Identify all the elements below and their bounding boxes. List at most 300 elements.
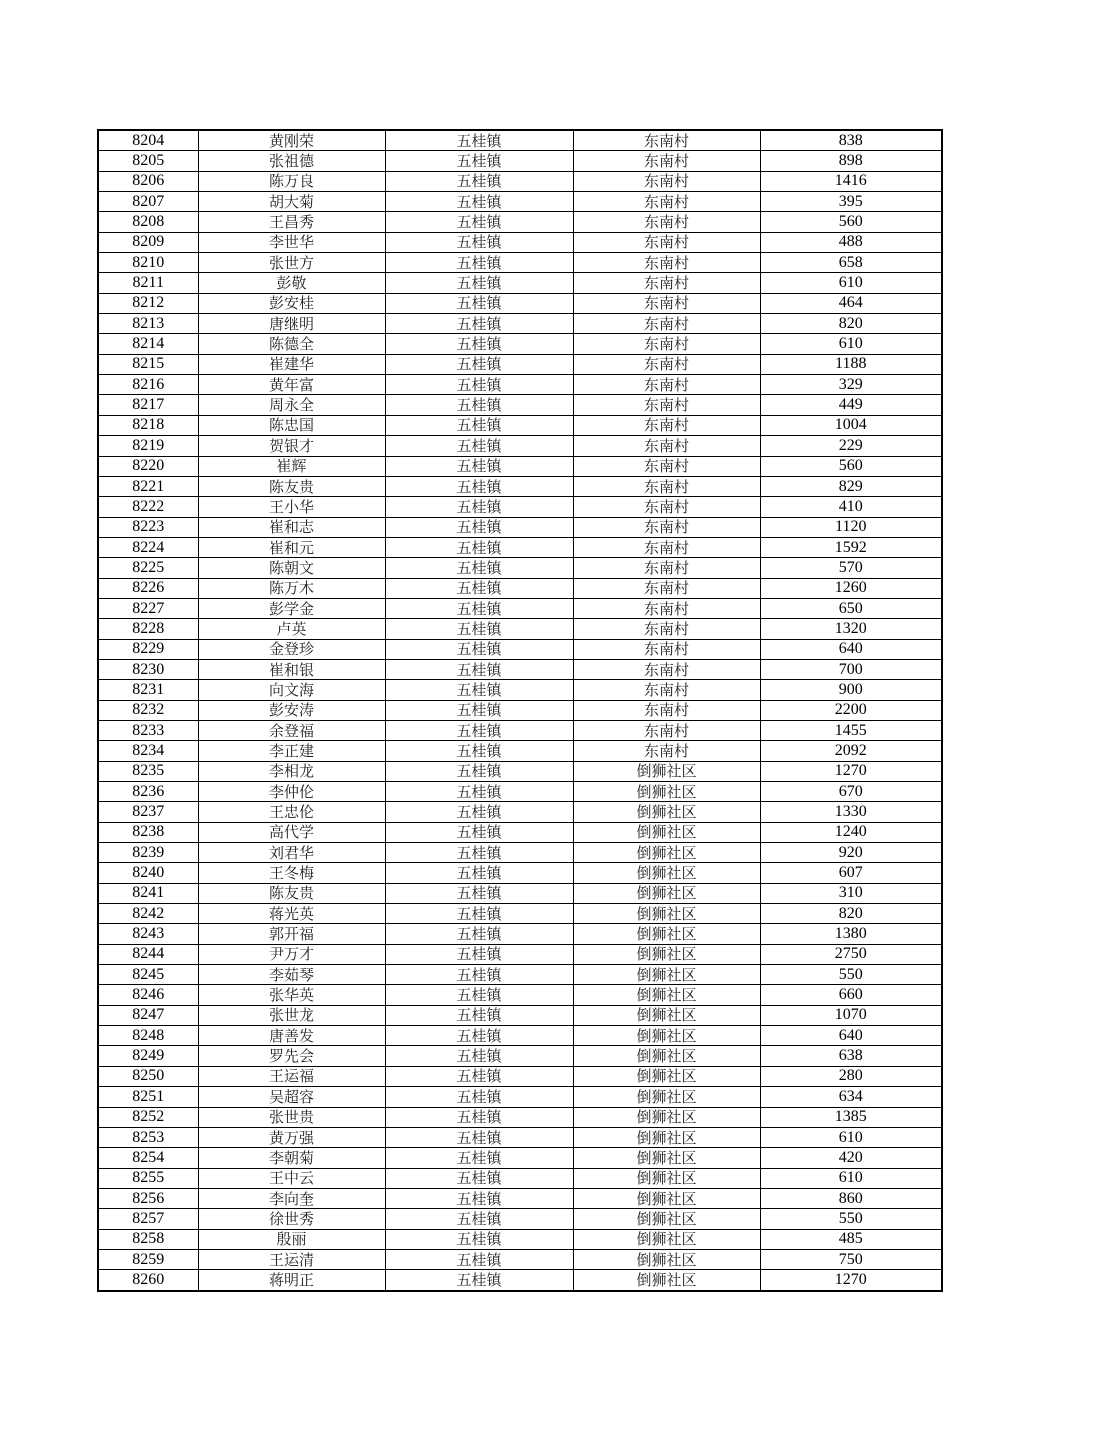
- cell-amount: 700: [760, 659, 942, 679]
- table-row: [98, 293, 942, 313]
- table-row: [98, 965, 942, 985]
- cell-name: 张华英: [198, 985, 385, 1005]
- cell-name: 吴超容: [198, 1087, 385, 1107]
- cell-village: 倒狮社区: [573, 1127, 760, 1147]
- cell-serial-number: 8224: [98, 537, 198, 557]
- cell-village: 东南村: [573, 537, 760, 557]
- cell-amount: 607: [760, 863, 942, 883]
- cell-name: 彭安涛: [198, 700, 385, 720]
- cell-name: 唐善发: [198, 1026, 385, 1046]
- cell-town: 五桂镇: [385, 619, 573, 639]
- cell-town: 五桂镇: [385, 497, 573, 517]
- cell-town: 五桂镇: [385, 1046, 573, 1066]
- cell-serial-number: 8253: [98, 1127, 198, 1147]
- cell-name: 贺银才: [198, 436, 385, 456]
- table-row: [98, 537, 942, 557]
- table-row: [98, 1168, 942, 1188]
- cell-name: 陈万良: [198, 171, 385, 191]
- cell-name: 张世贵: [198, 1107, 385, 1127]
- table-row: [98, 151, 942, 171]
- cell-town: 五桂镇: [385, 130, 573, 151]
- cell-village: 东南村: [573, 192, 760, 212]
- cell-name: 余登福: [198, 720, 385, 740]
- cell-village: 倒狮社区: [573, 1148, 760, 1168]
- cell-amount: 560: [760, 456, 942, 476]
- cell-amount: 488: [760, 232, 942, 252]
- cell-town: 五桂镇: [385, 639, 573, 659]
- cell-amount: 1270: [760, 761, 942, 781]
- cell-serial-number: 8249: [98, 1046, 198, 1066]
- table-row: [98, 680, 942, 700]
- cell-amount: 750: [760, 1249, 942, 1269]
- cell-village: 东南村: [573, 659, 760, 679]
- cell-name: 崔辉: [198, 456, 385, 476]
- cell-village: 东南村: [573, 619, 760, 639]
- cell-village: 倒狮社区: [573, 822, 760, 842]
- cell-serial-number: 8228: [98, 619, 198, 639]
- table-row: [98, 1087, 942, 1107]
- cell-village: 倒狮社区: [573, 863, 760, 883]
- table-row: [98, 1046, 942, 1066]
- cell-village: 倒狮社区: [573, 883, 760, 903]
- cell-serial-number: 8248: [98, 1026, 198, 1046]
- table-row: [98, 578, 942, 598]
- cell-town: 五桂镇: [385, 578, 573, 598]
- cell-amount: 1455: [760, 720, 942, 740]
- cell-name: 王运福: [198, 1066, 385, 1086]
- cell-serial-number: 8240: [98, 863, 198, 883]
- table-row: [98, 883, 942, 903]
- cell-name: 黄年富: [198, 375, 385, 395]
- cell-town: 五桂镇: [385, 436, 573, 456]
- cell-serial-number: 8246: [98, 985, 198, 1005]
- cell-village: 东南村: [573, 476, 760, 496]
- cell-amount: 610: [760, 273, 942, 293]
- cell-village: 倒狮社区: [573, 843, 760, 863]
- cell-name: 王小华: [198, 497, 385, 517]
- cell-town: 五桂镇: [385, 1026, 573, 1046]
- cell-name: 金登珍: [198, 639, 385, 659]
- cell-name: 张世方: [198, 253, 385, 273]
- cell-name: 崔建华: [198, 354, 385, 374]
- cell-amount: 634: [760, 1087, 942, 1107]
- table-row: [98, 314, 942, 334]
- cell-serial-number: 8241: [98, 883, 198, 903]
- cell-village: 东南村: [573, 395, 760, 415]
- cell-amount: 2200: [760, 700, 942, 720]
- cell-town: 五桂镇: [385, 476, 573, 496]
- cell-amount: 860: [760, 1188, 942, 1208]
- cell-amount: 1188: [760, 354, 942, 374]
- cell-village: 东南村: [573, 456, 760, 476]
- cell-name: 王运清: [198, 1249, 385, 1269]
- cell-serial-number: 8244: [98, 944, 198, 964]
- cell-serial-number: 8250: [98, 1066, 198, 1086]
- cell-amount: 310: [760, 883, 942, 903]
- cell-village: 东南村: [573, 151, 760, 171]
- cell-amount: 570: [760, 558, 942, 578]
- cell-serial-number: 8238: [98, 822, 198, 842]
- cell-amount: 1330: [760, 802, 942, 822]
- cell-village: 倒狮社区: [573, 1249, 760, 1269]
- table-row: [98, 1209, 942, 1229]
- cell-name: 殷丽: [198, 1229, 385, 1249]
- cell-village: 倒狮社区: [573, 802, 760, 822]
- cell-name: 郭开福: [198, 924, 385, 944]
- cell-town: 五桂镇: [385, 883, 573, 903]
- table-row: [98, 1005, 942, 1025]
- table-row: [98, 741, 942, 761]
- cell-name: 张世龙: [198, 1005, 385, 1025]
- cell-town: 五桂镇: [385, 1270, 573, 1291]
- cell-serial-number: 8245: [98, 965, 198, 985]
- cell-village: 倒狮社区: [573, 924, 760, 944]
- cell-amount: 1592: [760, 537, 942, 557]
- cell-town: 五桂镇: [385, 782, 573, 802]
- cell-amount: 640: [760, 1026, 942, 1046]
- cell-town: 五桂镇: [385, 1127, 573, 1147]
- cell-name: 王昌秀: [198, 212, 385, 232]
- table-row: [98, 802, 942, 822]
- cell-town: 五桂镇: [385, 659, 573, 679]
- cell-amount: 820: [760, 904, 942, 924]
- cell-town: 五桂镇: [385, 395, 573, 415]
- cell-serial-number: 8204: [98, 130, 198, 151]
- table-row: [98, 843, 942, 863]
- cell-town: 五桂镇: [385, 334, 573, 354]
- cell-village: 倒狮社区: [573, 761, 760, 781]
- cell-amount: 638: [760, 1046, 942, 1066]
- cell-town: 五桂镇: [385, 802, 573, 822]
- cell-serial-number: 8226: [98, 578, 198, 598]
- cell-name: 胡大菊: [198, 192, 385, 212]
- cell-town: 五桂镇: [385, 293, 573, 313]
- cell-serial-number: 8209: [98, 232, 198, 252]
- cell-amount: 658: [760, 253, 942, 273]
- cell-serial-number: 8215: [98, 354, 198, 374]
- cell-village: 东南村: [573, 497, 760, 517]
- cell-amount: 1270: [760, 1270, 942, 1291]
- cell-name: 彭安桂: [198, 293, 385, 313]
- cell-amount: 660: [760, 985, 942, 1005]
- cell-amount: 670: [760, 782, 942, 802]
- table-row: [98, 273, 942, 293]
- cell-village: 东南村: [573, 354, 760, 374]
- cell-town: 五桂镇: [385, 1148, 573, 1168]
- table-row: [98, 354, 942, 374]
- table-row: [98, 904, 942, 924]
- cell-village: 东南村: [573, 212, 760, 232]
- cell-serial-number: 8254: [98, 1148, 198, 1168]
- cell-name: 彭敬: [198, 273, 385, 293]
- table-row: [98, 497, 942, 517]
- cell-town: 五桂镇: [385, 720, 573, 740]
- table-row: [98, 1066, 942, 1086]
- cell-amount: 610: [760, 1127, 942, 1147]
- cell-town: 五桂镇: [385, 354, 573, 374]
- cell-name: 唐继明: [198, 314, 385, 334]
- cell-serial-number: 8219: [98, 436, 198, 456]
- table-row: [98, 130, 942, 151]
- cell-town: 五桂镇: [385, 1188, 573, 1208]
- cell-name: 周永全: [198, 395, 385, 415]
- cell-town: 五桂镇: [385, 253, 573, 273]
- cell-name: 王冬梅: [198, 863, 385, 883]
- cell-serial-number: 8256: [98, 1188, 198, 1208]
- cell-town: 五桂镇: [385, 680, 573, 700]
- table-row: [98, 944, 942, 964]
- cell-amount: 900: [760, 680, 942, 700]
- cell-town: 五桂镇: [385, 700, 573, 720]
- cell-name: 黄刚荣: [198, 130, 385, 151]
- cell-name: 陈友贵: [198, 883, 385, 903]
- cell-amount: 1385: [760, 1107, 942, 1127]
- cell-serial-number: 8205: [98, 151, 198, 171]
- cell-amount: 1260: [760, 578, 942, 598]
- cell-town: 五桂镇: [385, 1249, 573, 1269]
- cell-name: 张祖德: [198, 151, 385, 171]
- cell-name: 高代学: [198, 822, 385, 842]
- table-row: [98, 192, 942, 212]
- table-row: [98, 232, 942, 252]
- cell-amount: 2092: [760, 741, 942, 761]
- table-row: [98, 375, 942, 395]
- cell-name: 向文海: [198, 680, 385, 700]
- cell-name: 陈朝文: [198, 558, 385, 578]
- cell-village: 东南村: [573, 273, 760, 293]
- cell-name: 陈忠国: [198, 415, 385, 435]
- table-row: [98, 415, 942, 435]
- cell-name: 李仲伦: [198, 782, 385, 802]
- cell-name: 刘君华: [198, 843, 385, 863]
- cell-amount: 485: [760, 1229, 942, 1249]
- cell-town: 五桂镇: [385, 904, 573, 924]
- cell-village: 倒狮社区: [573, 1209, 760, 1229]
- table-row: [98, 863, 942, 883]
- cell-serial-number: 8231: [98, 680, 198, 700]
- table-row: [98, 619, 942, 639]
- table-row: [98, 1026, 942, 1046]
- table-row: [98, 212, 942, 232]
- cell-serial-number: 8237: [98, 802, 198, 822]
- cell-town: 五桂镇: [385, 741, 573, 761]
- cell-serial-number: 8211: [98, 273, 198, 293]
- cell-town: 五桂镇: [385, 151, 573, 171]
- cell-village: 倒狮社区: [573, 904, 760, 924]
- cell-serial-number: 8239: [98, 843, 198, 863]
- cell-town: 五桂镇: [385, 1209, 573, 1229]
- cell-village: 倒狮社区: [573, 1270, 760, 1291]
- cell-town: 五桂镇: [385, 314, 573, 334]
- cell-amount: 898: [760, 151, 942, 171]
- cell-name: 崔和志: [198, 517, 385, 537]
- cell-town: 五桂镇: [385, 1066, 573, 1086]
- cell-amount: 610: [760, 1168, 942, 1188]
- cell-amount: 560: [760, 212, 942, 232]
- cell-town: 五桂镇: [385, 822, 573, 842]
- table-row: [98, 1188, 942, 1208]
- cell-village: 东南村: [573, 680, 760, 700]
- cell-serial-number: 8222: [98, 497, 198, 517]
- cell-village: 东南村: [573, 741, 760, 761]
- cell-amount: 650: [760, 598, 942, 618]
- cell-village: 东南村: [573, 700, 760, 720]
- cell-village: 倒狮社区: [573, 782, 760, 802]
- cell-town: 五桂镇: [385, 761, 573, 781]
- cell-serial-number: 8235: [98, 761, 198, 781]
- cell-amount: 420: [760, 1148, 942, 1168]
- cell-name: 陈友贵: [198, 476, 385, 496]
- cell-town: 五桂镇: [385, 843, 573, 863]
- cell-amount: 1070: [760, 1005, 942, 1025]
- table-row: [98, 700, 942, 720]
- data-table: [97, 129, 943, 1292]
- table-row: [98, 558, 942, 578]
- table-row: [98, 924, 942, 944]
- cell-village: 东南村: [573, 232, 760, 252]
- table-row: [98, 720, 942, 740]
- cell-serial-number: 8216: [98, 375, 198, 395]
- cell-village: 东南村: [573, 517, 760, 537]
- cell-name: 李茹琴: [198, 965, 385, 985]
- cell-name: 卢英: [198, 619, 385, 639]
- cell-village: 倒狮社区: [573, 1229, 760, 1249]
- cell-amount: 464: [760, 293, 942, 313]
- cell-serial-number: 8229: [98, 639, 198, 659]
- table-row: [98, 1229, 942, 1249]
- cell-serial-number: 8210: [98, 253, 198, 273]
- table-row: [98, 334, 942, 354]
- cell-amount: 449: [760, 395, 942, 415]
- table-row: [98, 171, 942, 191]
- cell-town: 五桂镇: [385, 863, 573, 883]
- cell-serial-number: 8208: [98, 212, 198, 232]
- cell-amount: 640: [760, 639, 942, 659]
- table-body: [98, 130, 942, 1291]
- cell-town: 五桂镇: [385, 558, 573, 578]
- cell-serial-number: 8218: [98, 415, 198, 435]
- cell-town: 五桂镇: [385, 1087, 573, 1107]
- table-row: [98, 1107, 942, 1127]
- cell-serial-number: 8223: [98, 517, 198, 537]
- cell-name: 李相龙: [198, 761, 385, 781]
- cell-serial-number: 8243: [98, 924, 198, 944]
- cell-village: 倒狮社区: [573, 1066, 760, 1086]
- cell-serial-number: 8227: [98, 598, 198, 618]
- cell-village: 东南村: [573, 436, 760, 456]
- cell-town: 五桂镇: [385, 415, 573, 435]
- cell-amount: 550: [760, 1209, 942, 1229]
- cell-village: 倒狮社区: [573, 985, 760, 1005]
- cell-serial-number: 8233: [98, 720, 198, 740]
- cell-serial-number: 8225: [98, 558, 198, 578]
- table-row: [98, 822, 942, 842]
- cell-serial-number: 8260: [98, 1270, 198, 1291]
- cell-village: 倒狮社区: [573, 1168, 760, 1188]
- cell-name: 李向奎: [198, 1188, 385, 1208]
- cell-name: 黄万强: [198, 1127, 385, 1147]
- cell-town: 五桂镇: [385, 192, 573, 212]
- cell-town: 五桂镇: [385, 1107, 573, 1127]
- table-row: [98, 598, 942, 618]
- cell-village: 东南村: [573, 415, 760, 435]
- cell-town: 五桂镇: [385, 171, 573, 191]
- cell-amount: 1320: [760, 619, 942, 639]
- table-row: [98, 782, 942, 802]
- cell-name: 李正建: [198, 741, 385, 761]
- cell-name: 崔和银: [198, 659, 385, 679]
- cell-town: 五桂镇: [385, 924, 573, 944]
- cell-name: 王中云: [198, 1168, 385, 1188]
- cell-name: 徐世秀: [198, 1209, 385, 1229]
- table-row: [98, 476, 942, 496]
- cell-serial-number: 8230: [98, 659, 198, 679]
- cell-town: 五桂镇: [385, 985, 573, 1005]
- cell-town: 五桂镇: [385, 232, 573, 252]
- table-row: [98, 517, 942, 537]
- cell-amount: 329: [760, 375, 942, 395]
- cell-serial-number: 8242: [98, 904, 198, 924]
- table-row: [98, 1249, 942, 1269]
- cell-village: 倒狮社区: [573, 1026, 760, 1046]
- cell-serial-number: 8212: [98, 293, 198, 313]
- cell-name: 李世华: [198, 232, 385, 252]
- cell-village: 东南村: [573, 171, 760, 191]
- cell-amount: 920: [760, 843, 942, 863]
- cell-town: 五桂镇: [385, 537, 573, 557]
- cell-town: 五桂镇: [385, 1005, 573, 1025]
- cell-amount: 1120: [760, 517, 942, 537]
- cell-village: 东南村: [573, 253, 760, 273]
- cell-serial-number: 8252: [98, 1107, 198, 1127]
- cell-serial-number: 8236: [98, 782, 198, 802]
- cell-village: 东南村: [573, 598, 760, 618]
- cell-amount: 838: [760, 130, 942, 151]
- cell-serial-number: 8255: [98, 1168, 198, 1188]
- cell-amount: 820: [760, 314, 942, 334]
- table-row: [98, 253, 942, 273]
- cell-serial-number: 8220: [98, 456, 198, 476]
- cell-village: 东南村: [573, 639, 760, 659]
- cell-serial-number: 8221: [98, 476, 198, 496]
- cell-town: 五桂镇: [385, 273, 573, 293]
- cell-amount: 1380: [760, 924, 942, 944]
- cell-amount: 229: [760, 436, 942, 456]
- cell-serial-number: 8217: [98, 395, 198, 415]
- cell-amount: 280: [760, 1066, 942, 1086]
- cell-serial-number: 8247: [98, 1005, 198, 1025]
- cell-name: 李朝菊: [198, 1148, 385, 1168]
- table-row: [98, 456, 942, 476]
- cell-serial-number: 8232: [98, 700, 198, 720]
- table-row: [98, 639, 942, 659]
- cell-serial-number: 8206: [98, 171, 198, 191]
- cell-village: 倒狮社区: [573, 1046, 760, 1066]
- cell-serial-number: 8207: [98, 192, 198, 212]
- cell-village: 东南村: [573, 720, 760, 740]
- cell-serial-number: 8258: [98, 1229, 198, 1249]
- table-row: [98, 659, 942, 679]
- cell-amount: 1240: [760, 822, 942, 842]
- cell-amount: 1416: [760, 171, 942, 191]
- table-row: [98, 1148, 942, 1168]
- cell-serial-number: 8213: [98, 314, 198, 334]
- cell-village: 倒狮社区: [573, 1107, 760, 1127]
- cell-village: 倒狮社区: [573, 1087, 760, 1107]
- cell-name: 蒋光英: [198, 904, 385, 924]
- cell-name: 彭学金: [198, 598, 385, 618]
- cell-village: 东南村: [573, 293, 760, 313]
